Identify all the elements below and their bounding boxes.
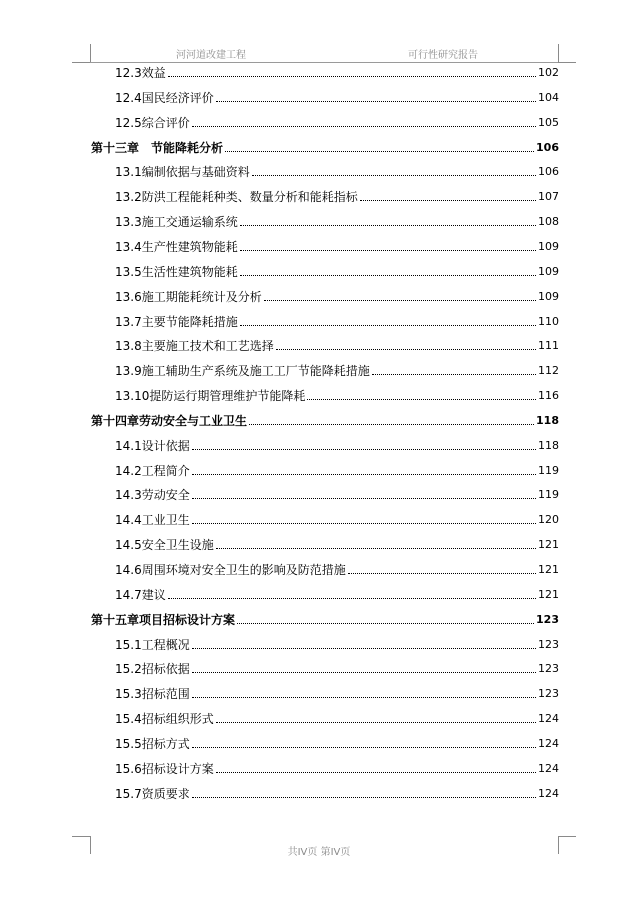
toc-section-entry[interactable] bbox=[115, 110, 559, 130]
toc-dot-leader bbox=[192, 796, 536, 798]
toc-entry-title: 13.8主要施工技术和工艺选择 bbox=[115, 339, 274, 354]
toc-entry-title: 13.1编制依据与基础资料 bbox=[115, 165, 250, 180]
toc-dot-leader bbox=[168, 75, 536, 77]
toc-section-entry[interactable] bbox=[115, 507, 559, 527]
toc-section-entry[interactable] bbox=[115, 482, 559, 502]
crop-mark-top-left-h bbox=[72, 62, 90, 63]
toc-section-entry[interactable] bbox=[115, 60, 559, 80]
toc-dot-leader bbox=[192, 671, 536, 673]
toc-section-entry[interactable] bbox=[115, 85, 559, 105]
toc-entry-title: 12.4国民经济评价 bbox=[115, 90, 214, 105]
toc-section-entry[interactable] bbox=[115, 234, 559, 254]
toc-entry-title: 13.10提防运行期管理维护节能降耗 bbox=[115, 389, 306, 404]
toc-entry-title: 15.1工程概况 bbox=[115, 637, 190, 652]
toc-entry-page-number: 118 bbox=[538, 438, 559, 452]
crop-mark-top-right-h bbox=[558, 62, 576, 63]
toc-entry-page-number: 119 bbox=[538, 463, 559, 477]
toc-entry-page-number: 111 bbox=[538, 339, 559, 353]
toc-chapter-entry[interactable] bbox=[91, 408, 559, 428]
toc-section-entry[interactable] bbox=[115, 756, 559, 776]
toc-entry-page-number: 123 bbox=[538, 687, 559, 701]
toc-dot-leader bbox=[192, 497, 536, 499]
toc-entry-page-number: 102 bbox=[538, 66, 559, 79]
toc-entry-title: 15.3招标范围 bbox=[115, 687, 190, 702]
toc-entry-title: 12.5综合评价 bbox=[115, 115, 190, 130]
toc-dot-leader bbox=[192, 522, 536, 524]
toc-dot-leader bbox=[216, 721, 536, 723]
toc-entry-title: 15.4招标组织形式 bbox=[115, 712, 214, 727]
toc-entry-title: 14.4工业卫生 bbox=[115, 513, 190, 528]
toc-section-entry[interactable] bbox=[115, 731, 559, 751]
toc-dot-leader bbox=[372, 373, 536, 375]
toc-entry-page-number: 104 bbox=[538, 90, 559, 104]
toc-entry-page-number: 109 bbox=[538, 239, 559, 253]
toc-entry-page-number: 121 bbox=[538, 563, 559, 576]
toc-section-entry[interactable] bbox=[115, 358, 559, 378]
toc-entry-title: 14.7建议 bbox=[115, 587, 166, 602]
toc-entry-page-number: 118 bbox=[536, 413, 559, 427]
toc-entry-page-number: 109 bbox=[538, 289, 559, 303]
toc-entry-title: 14.2工程简介 bbox=[115, 463, 190, 478]
toc-dot-leader bbox=[240, 224, 536, 226]
toc-dot-leader bbox=[168, 597, 536, 599]
toc-dot-leader bbox=[192, 448, 536, 450]
toc-entry-title: 第十三章 节能降耗分析 bbox=[91, 140, 224, 155]
toc-section-entry[interactable] bbox=[115, 557, 559, 577]
toc-dot-leader bbox=[240, 324, 536, 326]
toc-entry-title: 15.2招标依据 bbox=[115, 662, 190, 677]
toc-entry-page-number: 124 bbox=[538, 786, 559, 800]
toc-entry-page-number: 108 bbox=[538, 215, 559, 229]
crop-mark-bottom-right-h bbox=[558, 836, 576, 837]
toc-entry-page-number: 112 bbox=[538, 364, 559, 378]
toc-entry-page-number: 105 bbox=[538, 115, 559, 129]
toc-section-entry[interactable] bbox=[115, 681, 559, 701]
toc-section-entry[interactable] bbox=[115, 184, 559, 204]
toc-entry-title: 13.4生产性建筑物能耗 bbox=[115, 239, 238, 254]
header-report-type: 可行性研究报告 bbox=[408, 50, 478, 61]
toc-section-entry[interactable] bbox=[115, 532, 559, 552]
toc-entry-title: 第十五章项目招标设计方案 bbox=[91, 612, 236, 627]
toc-entry-page-number: 106 bbox=[538, 165, 559, 179]
toc-entry-title: 14.5安全卫生设施 bbox=[115, 538, 214, 553]
toc-section-entry[interactable] bbox=[115, 209, 559, 229]
toc-entry-title: 15.5招标方式 bbox=[115, 736, 190, 751]
toc-dot-leader bbox=[249, 423, 534, 425]
toc-entry-title: 13.5生活性建筑物能耗 bbox=[115, 264, 238, 279]
page-footer: 共IV页 第IV页 bbox=[287, 847, 351, 858]
toc-dot-leader bbox=[348, 572, 536, 574]
toc-section-entry[interactable] bbox=[115, 333, 559, 353]
toc-entry-title: 13.6施工期能耗统计及分析 bbox=[115, 289, 262, 304]
toc-section-entry[interactable] bbox=[115, 706, 559, 726]
toc-entry-page-number: 110 bbox=[538, 314, 559, 328]
toc-entry-page-number: 116 bbox=[538, 389, 559, 403]
toc-entry-title: 13.3施工交通运输系统 bbox=[115, 215, 238, 230]
toc-dot-leader bbox=[307, 398, 536, 400]
toc-dot-leader bbox=[192, 473, 536, 475]
toc-entry-page-number: 109 bbox=[538, 264, 559, 278]
toc-dot-leader bbox=[192, 696, 536, 698]
toc-chapter-entry[interactable] bbox=[91, 135, 559, 155]
toc-entry-title: 第十四章劳动安全与工业卫生 bbox=[91, 413, 248, 428]
toc-dot-leader bbox=[216, 771, 536, 773]
toc-entry-title: 13.7主要节能降耗措施 bbox=[115, 314, 238, 329]
toc-dot-leader bbox=[216, 100, 536, 102]
toc-dot-leader bbox=[240, 274, 536, 276]
toc-entry-title: 12.3效益 bbox=[115, 66, 166, 80]
crop-mark-bottom-left-h bbox=[72, 836, 90, 837]
toc-chapter-entry[interactable] bbox=[91, 607, 559, 627]
toc-entry-title: 15.6招标设计方案 bbox=[115, 761, 214, 776]
toc-entry-page-number: 123 bbox=[538, 637, 559, 651]
toc-entry-page-number: 121 bbox=[538, 587, 559, 601]
toc-dot-leader bbox=[192, 125, 536, 127]
toc-dot-leader bbox=[237, 622, 534, 624]
toc-dot-leader bbox=[240, 249, 536, 251]
toc-entry-page-number: 120 bbox=[538, 513, 559, 527]
toc-dot-leader bbox=[225, 150, 534, 152]
toc-entry-title: 14.1设计依据 bbox=[115, 438, 190, 453]
toc-entry-page-number: 121 bbox=[538, 538, 559, 552]
toc-entry-title: 14.6周围环境对安全卫生的影响及防范措施 bbox=[115, 563, 346, 577]
toc-section-entry[interactable] bbox=[115, 632, 559, 652]
toc-entry-page-number: 119 bbox=[538, 488, 559, 502]
toc-entry-page-number: 106 bbox=[536, 140, 559, 154]
toc-section-entry[interactable] bbox=[115, 781, 559, 801]
toc-entry-title: 13.2防洪工程能耗种类、数量分析和能耗指标 bbox=[115, 190, 358, 205]
toc-section-entry[interactable] bbox=[115, 582, 559, 602]
toc-section-entry[interactable] bbox=[115, 159, 559, 179]
toc-section-entry[interactable] bbox=[115, 383, 559, 403]
toc-dot-leader bbox=[192, 647, 536, 649]
toc-entry-page-number: 123 bbox=[538, 662, 559, 676]
toc-entry-page-number: 123 bbox=[536, 612, 559, 626]
toc-entry-page-number: 124 bbox=[538, 761, 559, 775]
header-project-name: 河河道改建工程 bbox=[176, 50, 246, 61]
toc-entry-title: 13.9施工辅助生产系统及施工工厂节能降耗措施 bbox=[115, 364, 370, 379]
toc-dot-leader bbox=[264, 299, 536, 301]
toc-dot-leader bbox=[252, 174, 536, 176]
toc-section-entry[interactable] bbox=[115, 284, 559, 304]
toc-dot-leader bbox=[360, 199, 536, 201]
toc-entry-title: 14.3劳动安全 bbox=[115, 488, 190, 503]
toc-dot-leader bbox=[192, 746, 536, 748]
toc-entry-page-number: 107 bbox=[538, 190, 559, 204]
toc-entry-page-number: 124 bbox=[538, 736, 559, 750]
toc-entry-page-number: 124 bbox=[538, 712, 559, 726]
toc-section-entry[interactable] bbox=[115, 309, 559, 329]
toc-section-entry[interactable] bbox=[115, 656, 559, 676]
toc-entry-title: 15.7资质要求 bbox=[115, 786, 190, 801]
toc-dot-leader bbox=[276, 348, 536, 350]
toc-section-entry[interactable] bbox=[115, 433, 559, 453]
toc-dot-leader bbox=[216, 547, 536, 549]
toc-section-entry[interactable] bbox=[115, 259, 559, 279]
toc-section-entry[interactable] bbox=[115, 458, 559, 478]
